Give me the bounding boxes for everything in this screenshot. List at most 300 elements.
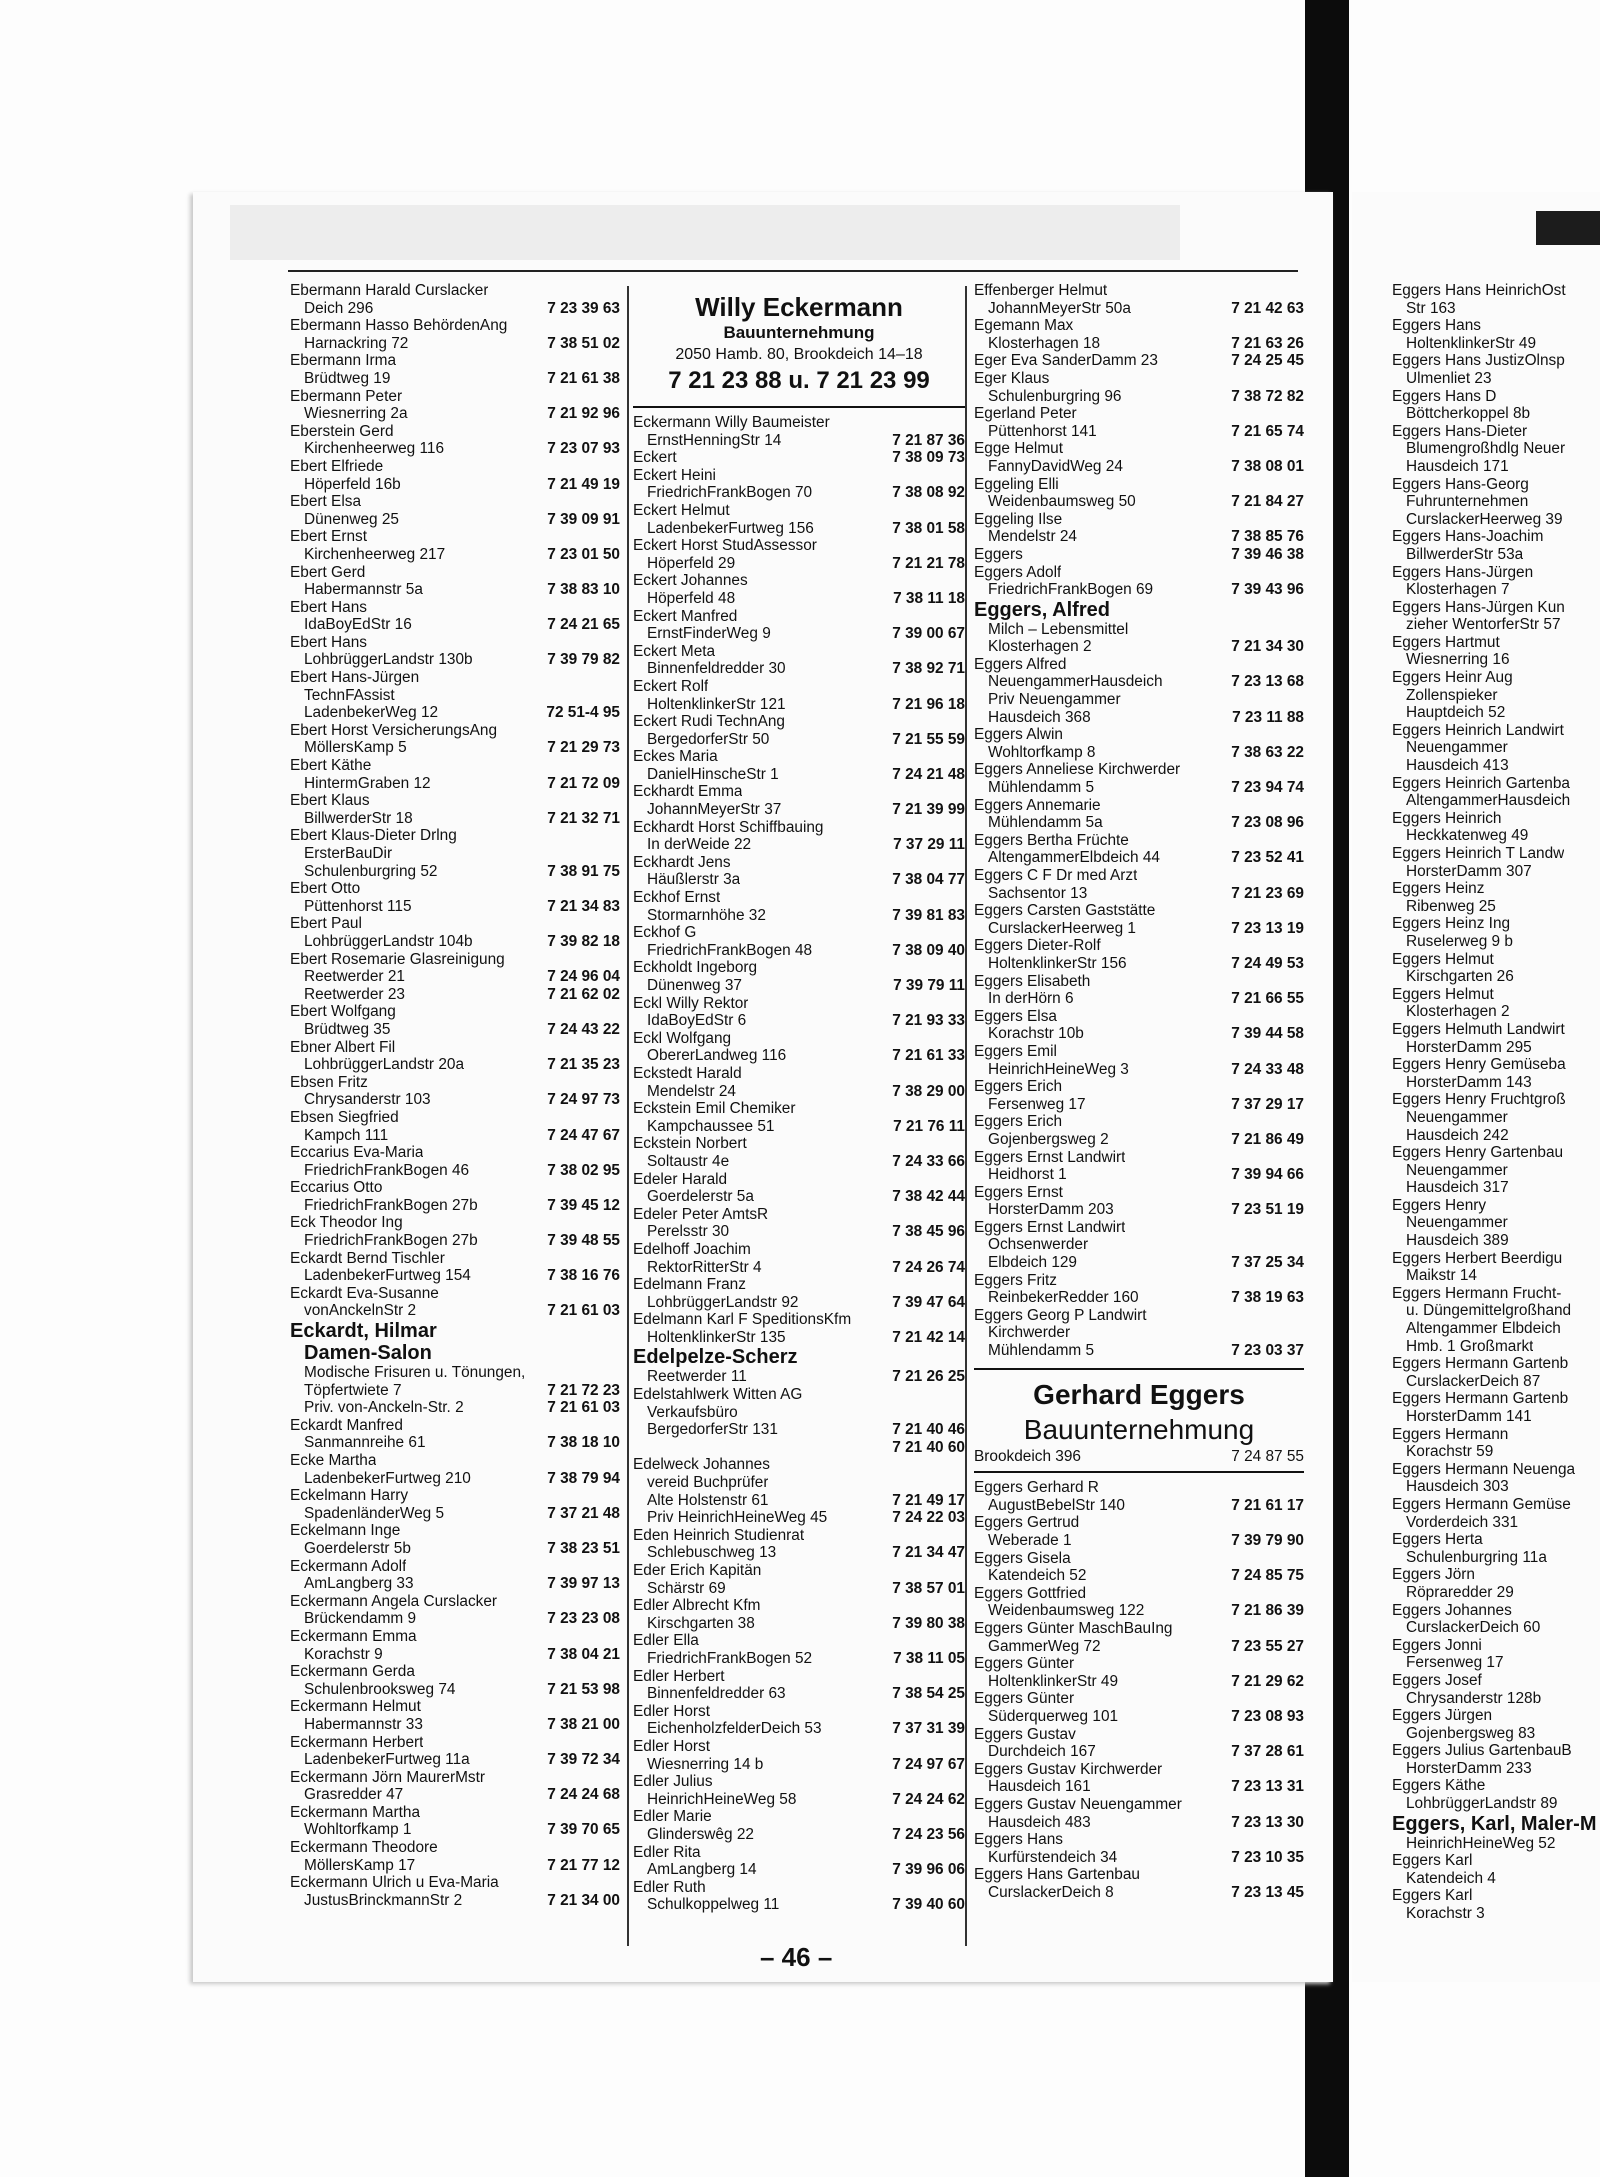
listing-text: Dünenweg 25 <box>304 510 399 528</box>
listing-row <box>1392 1602 1600 1620</box>
listing-text: Eckert Heini <box>633 466 716 484</box>
listing-row <box>1392 370 1600 388</box>
listing-text: Röpraredder 29 <box>1406 1583 1514 1601</box>
listing-row <box>1392 335 1600 353</box>
listing-row <box>290 1610 620 1628</box>
listing-text: Edeler Peter AmtsR <box>633 1205 769 1223</box>
listing-text: Eggers Gertrud <box>974 1514 1080 1532</box>
listing-row <box>974 1008 1304 1026</box>
listing-text: Eggers Elsa <box>974 1007 1057 1025</box>
advert-willy-eckermann <box>633 282 965 408</box>
listing-text: ErsterBauDir <box>304 845 393 862</box>
listing-text: TechnFAssist <box>304 686 395 704</box>
listing-text: Egerland Peter <box>974 405 1077 423</box>
listing-text: Wohltorfkamp 1 <box>304 1821 412 1839</box>
listing-row <box>974 849 1304 867</box>
listing-row <box>1392 1144 1600 1162</box>
listing-text: Eggers Elisabeth <box>974 972 1091 990</box>
listing-text: Alte Holstenstr 61 <box>647 1491 769 1509</box>
listing-row <box>290 757 620 775</box>
listing-phone: 7 21 39 99 <box>892 801 965 819</box>
listing-text: DanielHinscheStr 1 <box>647 765 779 783</box>
listing-row <box>290 581 620 599</box>
listing-text: Reetwerder 11 <box>647 1368 747 1386</box>
listing-row <box>290 810 620 828</box>
listing-text: Eckstein Norbert <box>633 1135 747 1153</box>
listing-text: Kirchwerder <box>988 1324 1071 1342</box>
listing-text: Eggers Herta <box>1392 1531 1483 1549</box>
listing-phone: 7 39 09 91 <box>547 510 620 528</box>
listing-phone: 7 38 45 96 <box>892 1223 965 1241</box>
listing-text: Neuengammer <box>1406 1214 1508 1232</box>
listing-text: Eckert <box>633 449 677 467</box>
advert-phone: 7 21 23 88 u. 7 21 23 99 <box>668 367 930 394</box>
listing-text: Ebert Elsa <box>290 493 362 511</box>
listing-text: AugustBebelStr 140 <box>988 1496 1125 1514</box>
listing-row <box>290 1074 620 1092</box>
listing-row <box>1392 1637 1600 1655</box>
listing-row <box>1392 1408 1600 1426</box>
listing-row <box>633 1509 965 1527</box>
listing-text: MöllersKamp 5 <box>304 739 407 757</box>
listing-text: Perelsstr 30 <box>647 1223 730 1241</box>
listing-row <box>974 423 1304 441</box>
listing-text: Eggers Heinrich T Landw <box>1392 845 1565 862</box>
listing-row <box>290 704 620 722</box>
listing-text: IdaBoyEdStr 6 <box>647 1012 747 1030</box>
listing-row <box>633 1030 965 1048</box>
listing-row <box>974 638 1304 656</box>
listing-text: Eckert Helmut <box>633 501 730 519</box>
listing-text: Ebert Rosemarie Glasreinigung <box>290 950 505 968</box>
listing-text: Kirchenheerweg 116 <box>304 440 445 458</box>
listing-text: Vorderdeich 331 <box>1406 1513 1519 1531</box>
listing-row <box>633 871 965 889</box>
listing-row <box>1392 1549 1600 1567</box>
listing-row <box>974 1708 1304 1726</box>
listing-text: Püttenhorst 141 <box>988 422 1097 440</box>
listing-text: Effenberger Helmut <box>974 282 1108 299</box>
listing-row <box>633 1206 965 1224</box>
listing-text: Eggers Helmuth Landwirt <box>1392 1020 1565 1038</box>
listing-row <box>1392 1461 1600 1479</box>
listing-row <box>633 1294 965 1312</box>
listing-row <box>974 405 1304 423</box>
listing-text: Eggers Josef <box>1392 1671 1482 1689</box>
listing-row <box>1392 1056 1600 1074</box>
listing-row <box>633 1188 965 1206</box>
listing-row <box>290 528 620 546</box>
listing-phone: 7 21 93 33 <box>892 1012 965 1030</box>
listing-text: IdaBoyEdStr 16 <box>304 616 412 634</box>
listing-phone: 7 37 29 11 <box>893 836 965 854</box>
listing-row <box>974 1289 1304 1307</box>
listing-row <box>290 1214 620 1232</box>
listing-text: Ebert Hans <box>290 598 367 616</box>
listing-row <box>633 449 965 467</box>
listing-text: Reetwerder 21 <box>304 968 405 986</box>
listing-phone: 7 21 72 23 <box>547 1381 620 1399</box>
listing-text: Eckhof G <box>633 924 697 942</box>
listing-text: FriedrichFrankBogen 70 <box>647 484 813 502</box>
listing-row <box>290 1698 620 1716</box>
listing-row <box>290 1522 620 1540</box>
listing-text: HoltenklinkerStr 49 <box>1406 334 1537 352</box>
listing-text: Eggers Henry <box>1392 1196 1487 1214</box>
listing-row <box>974 440 1304 458</box>
listing-text: Kampch 111 <box>304 1126 389 1144</box>
listing-phone: 7 38 18 10 <box>547 1434 620 1452</box>
listing-row <box>290 1487 620 1505</box>
listing-row <box>1392 687 1600 705</box>
listing-row <box>974 1620 1304 1638</box>
listing-row <box>974 476 1304 494</box>
listing-row <box>290 1109 620 1127</box>
listing-text: CurslackerHeerweg 39 <box>1406 510 1563 528</box>
listing-text: Zollenspieker <box>1406 686 1498 704</box>
listing-phone: 7 23 51 19 <box>1231 1201 1304 1219</box>
header-block <box>1536 211 1600 245</box>
listing-row <box>633 1100 965 1118</box>
listing-text: Edler Rita <box>633 1843 701 1861</box>
listing-row <box>290 300 620 318</box>
advert-address-row <box>974 1448 1304 1466</box>
listing-text: ReinbekerRedder 160 <box>988 1289 1139 1307</box>
listing-text: Soltaustr 4e <box>647 1152 730 1170</box>
listing-row <box>290 1197 620 1215</box>
listing-phone: 7 37 21 48 <box>547 1504 620 1522</box>
listing-phone: 7 38 19 63 <box>1231 1289 1304 1307</box>
listing-row <box>1392 810 1600 828</box>
listing-row <box>633 1861 965 1879</box>
listing-phone: 7 38 04 77 <box>892 871 965 889</box>
listing-text: Edler Albrecht Kfm <box>633 1597 761 1615</box>
listing-text: Eckermann Emma <box>290 1627 417 1645</box>
advert-name: Willy Eckermann <box>695 292 903 322</box>
listing-row <box>974 352 1304 370</box>
listing-text: FriedrichFrankBogen 46 <box>304 1161 470 1179</box>
listing-row <box>1392 1127 1600 1145</box>
listing-row <box>1392 669 1600 687</box>
listing-text: Eggers Carsten Gaststätte <box>974 902 1156 920</box>
listing-text: Eggers Henry Fruchtgroß <box>1392 1091 1566 1109</box>
listing-text: Eggers Gustav Kirchwerder <box>974 1760 1163 1778</box>
listing-text: vonAnckelnStr 2 <box>304 1302 417 1320</box>
listing-text: Brüdtweg 35 <box>304 1020 391 1038</box>
listing-text: Eggers Hans-Jürgen Kun <box>1392 598 1565 616</box>
listing-row <box>974 1236 1304 1254</box>
listing-row <box>974 832 1304 850</box>
listing-text: Süderquerweg 101 <box>988 1707 1119 1725</box>
listing-text: Eckelmann Inge <box>290 1522 401 1540</box>
listing-phone: 7 38 79 94 <box>547 1469 620 1487</box>
listing-text: Schulkoppelweg 11 <box>647 1896 780 1914</box>
listing-text: Eckermann Martha <box>290 1803 421 1821</box>
listing-text: Ebermann Hasso BehördenAng <box>290 317 508 335</box>
listing-row <box>1392 388 1600 406</box>
listing-row <box>974 1324 1304 1342</box>
listing-row <box>1392 1672 1600 1690</box>
listing-text: Eckermann Angela Curslacker <box>290 1592 498 1610</box>
listing-row <box>974 388 1304 406</box>
listing-phone: 7 21 34 30 <box>1231 638 1304 656</box>
listing-text: HorsterDamm 233 <box>1406 1759 1532 1777</box>
listing-row <box>974 564 1304 582</box>
listing-row <box>290 651 620 669</box>
listing-text: Ebermann Irma <box>290 352 397 370</box>
listing-text: Eggers Hans Gartenbau <box>974 1866 1140 1884</box>
listing-text: Weberade 1 <box>988 1532 1072 1549</box>
listing-phone: 7 39 80 38 <box>892 1614 965 1632</box>
listing-phone: 7 24 25 45 <box>1231 352 1304 370</box>
listing-phone: 7 23 39 63 <box>547 299 620 317</box>
listing-row <box>633 1421 965 1439</box>
column-1 <box>290 282 620 1909</box>
listing-text: Eggers Hans-Joachim <box>1392 528 1544 546</box>
listing-text: Eggers Heinrich <box>1392 809 1502 827</box>
listing-row <box>290 1039 620 1057</box>
listing-row <box>290 1342 620 1364</box>
listing-row <box>1392 300 1600 318</box>
listing-text: HeinrichHeineWeg 52 <box>1406 1834 1556 1852</box>
listing-text: ErnstHenningStr 14 <box>647 431 782 449</box>
listing-text: Weidenbaumsweg 122 <box>988 1602 1145 1620</box>
listing-row <box>290 1364 620 1382</box>
listing-text: HeinrichHeineWeg 58 <box>647 1790 797 1808</box>
listing-text: Eggers Gustav Neuengammer <box>974 1795 1182 1813</box>
listing-text: Kirschgarten 26 <box>1406 968 1514 986</box>
listing-text: Eggers Anneliese Kirchwerder <box>974 761 1181 779</box>
listing-text: Eggers Helmut <box>1392 950 1494 968</box>
listing-row <box>290 1302 620 1320</box>
listing-phone: 7 37 25 34 <box>1231 1254 1304 1272</box>
listing-text: Str 163 <box>1406 299 1456 317</box>
listing-row <box>633 1153 965 1171</box>
listing-row <box>974 1743 1304 1761</box>
listing-phone: 7 23 23 08 <box>547 1610 620 1628</box>
listing-text: Edler Horst <box>633 1702 710 1720</box>
listing-text: Wiesnerring 2a <box>304 405 408 423</box>
listing-row <box>1392 1179 1600 1197</box>
listing-row <box>633 1756 965 1774</box>
listing-text: Eggers Günter MaschBauIng <box>974 1619 1173 1637</box>
listing-text: Eggers Alwin <box>974 726 1063 744</box>
listing-phone: 7 37 31 39 <box>892 1720 965 1738</box>
listing-row <box>633 1012 965 1030</box>
listing-text: Eccarius Eva-Maria <box>290 1144 424 1162</box>
listing-row <box>633 1879 965 1897</box>
listing-row <box>290 1593 620 1611</box>
listing-text: Mühlendamm 5 <box>988 779 1095 797</box>
listing-text: Eggers Hermann <box>1392 1425 1509 1443</box>
listing-row <box>633 1562 965 1580</box>
listing-phone: 7 38 11 05 <box>893 1649 965 1667</box>
listing-row <box>974 599 1304 621</box>
listing-phone: 7 23 52 41 <box>1231 849 1304 867</box>
listing-text: HorsterDamm 203 <box>988 1201 1114 1219</box>
listing-row <box>633 537 965 555</box>
listing-row <box>633 660 965 678</box>
listing-row <box>633 1896 965 1914</box>
listing-row <box>633 801 965 819</box>
listing-text: Deich 296 <box>304 299 374 317</box>
listing-text: Ecke Martha <box>290 1452 377 1469</box>
listing-text: Edler Horst <box>633 1737 710 1755</box>
listing-text: Püttenhorst 115 <box>304 897 412 915</box>
next-page-header <box>1376 205 1600 248</box>
listing-text: Eckholdt Ingeborg <box>633 959 758 977</box>
listing-row <box>974 1096 1304 1114</box>
listing-phone: 7 21 63 26 <box>1231 334 1304 352</box>
listing-row <box>633 1259 965 1277</box>
listing-row <box>290 1382 620 1400</box>
listing-row <box>633 520 965 538</box>
listing-text: Mühlendamm 5 <box>988 1342 1095 1360</box>
listing-phone: 7 21 29 73 <box>547 739 620 757</box>
listing-text: Eger Klaus <box>974 369 1050 387</box>
listing-row <box>1392 1777 1600 1795</box>
listing-text: Gojenbergsweg 2 <box>988 1130 1109 1148</box>
listing-row <box>974 1831 1304 1849</box>
listing-phone: 7 38 16 76 <box>547 1267 620 1285</box>
listing-row <box>974 1166 1304 1184</box>
listing-row <box>974 1778 1304 1796</box>
column-3 <box>974 282 1304 1901</box>
listing-row <box>633 1844 965 1862</box>
listing-row <box>1392 440 1600 458</box>
listing-phone: 7 23 13 31 <box>1231 1778 1304 1796</box>
listing-row <box>633 942 965 960</box>
listing-row <box>974 761 1304 779</box>
listing-text: Kampchaussee 51 <box>647 1117 775 1135</box>
listing-row <box>633 1329 965 1347</box>
listing-row <box>1392 511 1600 529</box>
listing-phone: 7 39 82 18 <box>547 932 620 950</box>
listing-row <box>633 502 965 520</box>
listing-text: Dünenweg 37 <box>647 977 742 994</box>
listing-row <box>974 902 1304 920</box>
listing-text: Schulenburgring 11a <box>1406 1548 1547 1566</box>
listing-row <box>974 511 1304 529</box>
listing-text: Höperfeld 29 <box>647 554 736 572</box>
listing-text: Eggers Jonni <box>1392 1636 1482 1654</box>
listing-row <box>633 678 965 696</box>
listing-row <box>1392 1760 1600 1778</box>
listing-text: Eggers Heinrich Landwirt <box>1392 721 1564 739</box>
listing-row <box>290 1021 620 1039</box>
advert-business: Bauunternehmung <box>723 323 875 342</box>
listing-text: Weidenbaumsweg 50 <box>988 493 1136 511</box>
listing-phone: 7 24 21 48 <box>892 765 965 783</box>
listing-row <box>290 1399 620 1417</box>
listing-phone: 7 21 72 09 <box>547 774 620 792</box>
listing-text: Eckhardt Horst Schiffbauing <box>633 818 824 836</box>
listing-phone: 7 39 94 66 <box>1231 1166 1304 1184</box>
listing-text: Mendelstr 24 <box>988 528 1077 546</box>
listing-phone: 7 21 55 59 <box>892 730 965 748</box>
column-3-entries-top <box>974 282 1304 1360</box>
listing-text: Eggers Heinz Ing <box>1392 915 1511 933</box>
listing-row <box>633 696 965 714</box>
listing-row <box>974 867 1304 885</box>
listing-phone: 7 24 97 67 <box>892 1755 965 1773</box>
listing-text: Eggers Heinr Aug <box>1392 669 1513 687</box>
listing-row <box>290 1716 620 1734</box>
listing-row <box>974 955 1304 973</box>
listing-text: Eckardt Bernd Tischler <box>290 1249 445 1267</box>
listing-text: CurslackerDeich 8 <box>988 1883 1114 1901</box>
listing-text: Ebert Hans <box>290 633 367 651</box>
listing-text: Eggers Fritz <box>974 1271 1057 1289</box>
listing-phone: 7 21 92 96 <box>547 405 620 423</box>
listing-row <box>290 1540 620 1558</box>
listing-text: LohbrüggerLandstr 92 <box>647 1293 799 1311</box>
listing-row <box>290 1751 620 1769</box>
listing-row <box>290 1267 620 1285</box>
listing-text: Eggers Henry Gemüseba <box>1392 1056 1566 1074</box>
listing-row <box>290 1663 620 1681</box>
listing-row <box>974 973 1304 991</box>
listing-row <box>974 317 1304 335</box>
listing-phone: 7 38 08 92 <box>892 484 965 502</box>
listing-text: Edelweck Johannes <box>633 1456 770 1474</box>
listing-text: Edeler Harald <box>633 1170 728 1188</box>
listing-text: Eggers Hermann Neuenga <box>1392 1460 1576 1478</box>
listing-text: zieher WentorferStr 57 <box>1406 616 1561 634</box>
listing-row <box>290 898 620 916</box>
advert-gerhard-eggers <box>974 1368 1304 1474</box>
listing-text: Eggers Karl <box>1392 1852 1473 1870</box>
listing-row <box>1392 634 1600 652</box>
advert-address: Brookdeich 396 <box>974 1447 1081 1465</box>
listing-text: NeuengammerHausdeich <box>988 673 1163 691</box>
listing-row <box>974 1638 1304 1656</box>
listing-row <box>1392 757 1600 775</box>
listing-row <box>290 1434 620 1452</box>
listing-row <box>974 726 1304 744</box>
listing-text: Neuengammer <box>1406 1161 1508 1179</box>
listing-row <box>633 1615 965 1633</box>
listing-row <box>290 1320 620 1342</box>
listing-text: Habermannstr 33 <box>304 1715 423 1733</box>
listing-text: ErnstFinderWeg 9 <box>647 625 771 643</box>
listing-row <box>290 352 620 370</box>
listing-text: Kirchenheerweg 217 <box>304 545 446 563</box>
listing-text: Kirschgarten 38 <box>647 1614 755 1632</box>
listing-row <box>290 440 620 458</box>
listing-text: Ochsenwerder <box>988 1236 1089 1254</box>
advert-name: Gerhard Eggers <box>1033 1378 1245 1410</box>
listing-text: Eggers Adolf <box>974 563 1062 581</box>
listing-row <box>290 1470 620 1488</box>
listing-row <box>974 1201 1304 1219</box>
listing-row <box>1392 317 1600 335</box>
listing-phone: 7 24 23 56 <box>892 1825 965 1843</box>
listing-row <box>974 885 1304 903</box>
listing-phone: 7 38 29 00 <box>892 1082 965 1100</box>
listing-row <box>290 388 620 406</box>
faded-header <box>230 205 1180 260</box>
listing-row <box>290 1558 620 1576</box>
listing-text: Eggers Käthe <box>1392 1777 1486 1795</box>
listing-phone: 7 23 11 88 <box>1232 708 1304 726</box>
listing-phone: 7 38 23 51 <box>547 1539 620 1557</box>
listing-phone: 7 24 33 66 <box>892 1152 965 1170</box>
listing-row <box>974 621 1304 639</box>
listing-phone: 7 38 63 22 <box>1231 743 1304 761</box>
listing-row <box>633 1404 965 1422</box>
listing-text: HeinrichHeineWeg 3 <box>988 1060 1129 1078</box>
